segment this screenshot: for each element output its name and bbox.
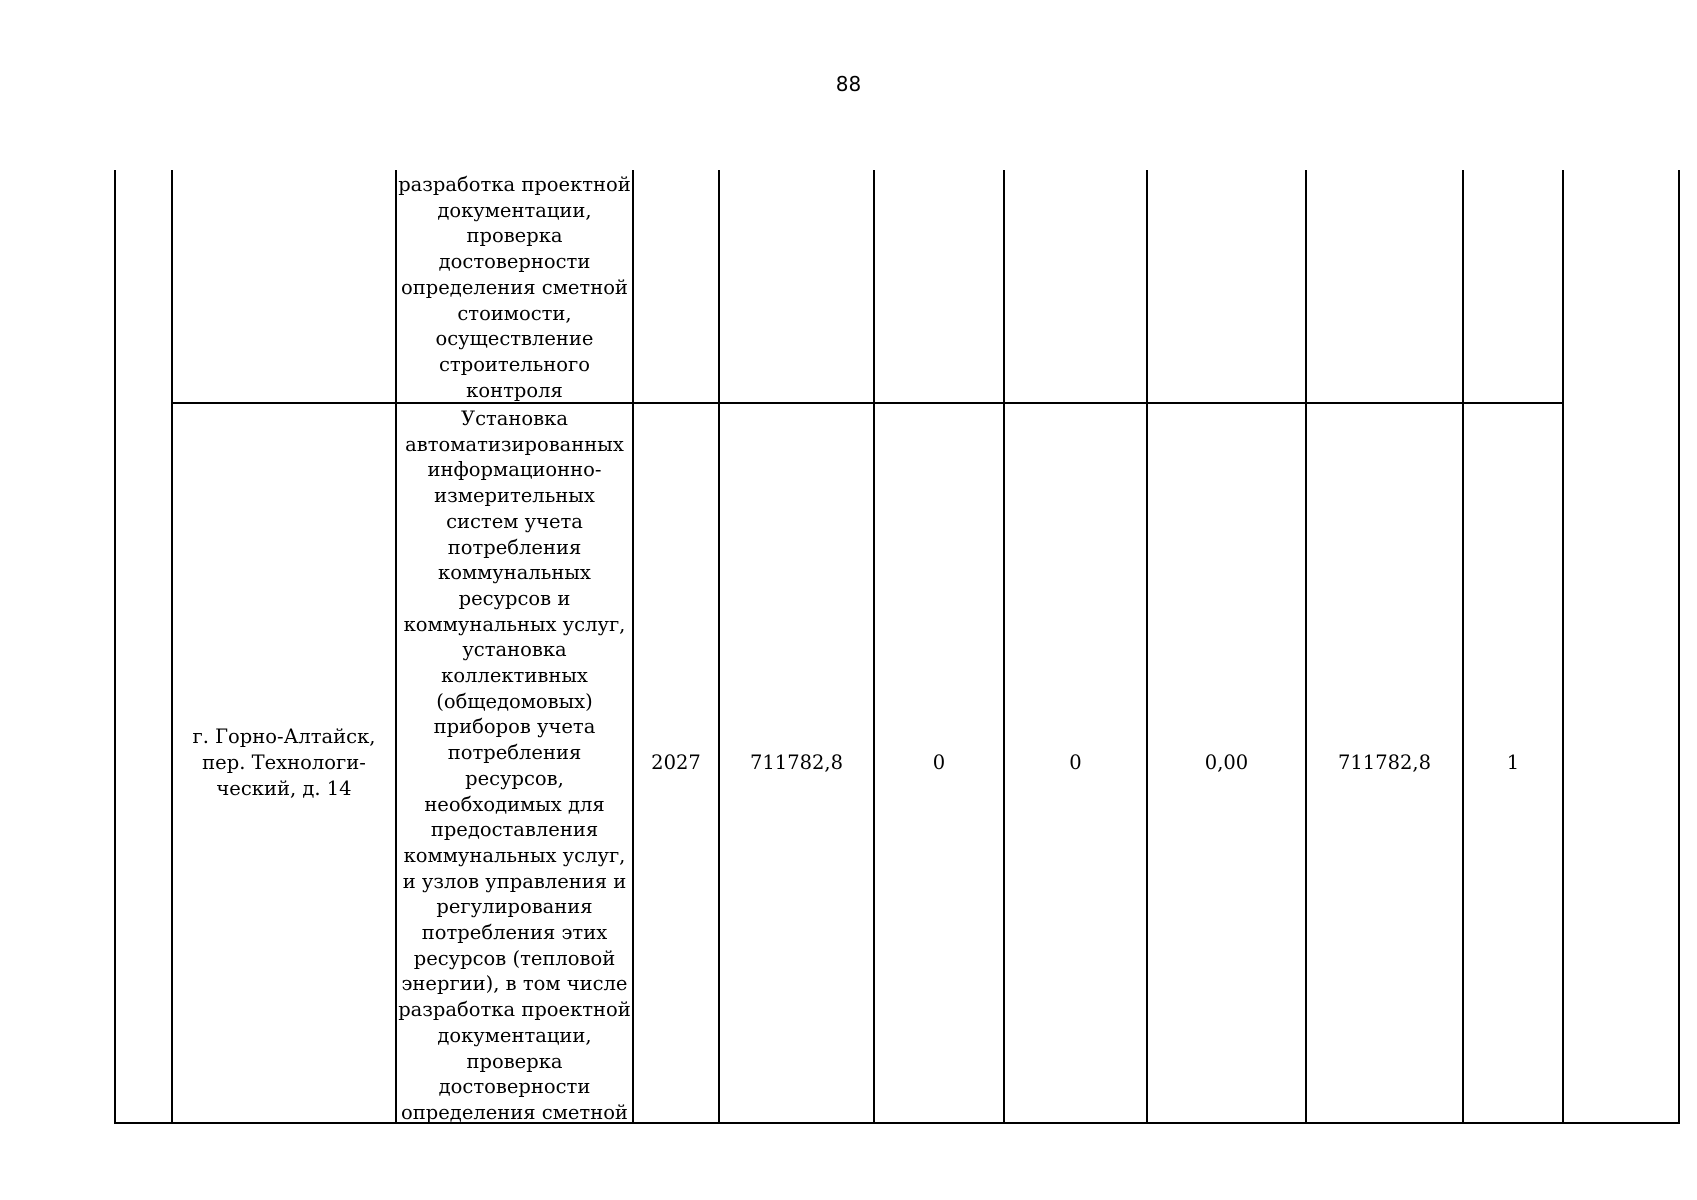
year-text: 2027 xyxy=(651,751,701,775)
value-text: 0 xyxy=(1069,751,1082,775)
table-border-bottom xyxy=(114,1122,1680,1124)
value-cell xyxy=(1005,404,1146,1122)
value-cell xyxy=(875,404,1003,1122)
value-text: 0,00 xyxy=(1204,751,1249,775)
total-cost-text: 711782,8 xyxy=(749,751,844,775)
year-cell xyxy=(634,404,718,1122)
value-cell xyxy=(1307,404,1462,1122)
program-table xyxy=(114,170,1680,1124)
work-description-cell xyxy=(397,172,632,402)
value-text: 711782,8 xyxy=(1337,751,1432,775)
work-description-text: разработка проектной документации, проверка достоверности определения сметной стоимости, осуществление строительного контроля xyxy=(398,173,631,402)
value-text: 1 xyxy=(1506,751,1520,775)
column-divider xyxy=(1562,170,1564,1124)
work-description-cell xyxy=(397,406,632,1122)
address-cell xyxy=(173,404,395,1122)
address-text: г. Горно-Алтайск, пер. Технологи- ческий, д. 14 xyxy=(192,725,376,800)
value-cell xyxy=(1464,404,1562,1122)
table-border-right xyxy=(1678,170,1680,1124)
page-number: 88 xyxy=(835,72,862,96)
value-cell xyxy=(1148,404,1305,1122)
work-description-text: Установка автоматизированных информационно- измерительных систем учета потребления коммунальных ресурсов и коммунальных услуг, установка коллективных (общедомовых) приборов учета потребления ресурсов, необходимых для предоставления коммунальных услуг, и узлов управления и регулирования потребления этих ресурсов (тепловой энергии), в том числе разработка проектной документации, проверка достоверности определения сметной xyxy=(398,407,631,1124)
total-cost-cell xyxy=(720,404,873,1122)
table-border-left xyxy=(114,170,116,1124)
value-text: 0 xyxy=(932,751,946,775)
